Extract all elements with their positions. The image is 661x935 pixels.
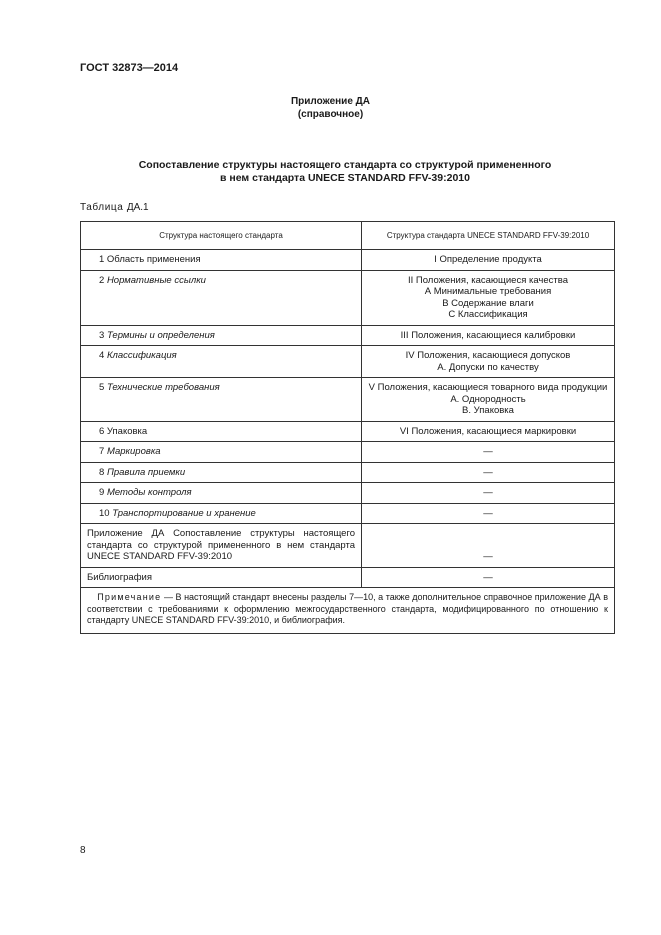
row-right [362, 250, 615, 271]
right-line: А. Допуски по качеству [437, 361, 539, 373]
row-title: Термины и определения [106, 329, 215, 341]
row-right [362, 346, 615, 378]
table-row [81, 524, 615, 568]
annex-header [0, 95, 661, 121]
right-line: В Содержание влаги [442, 297, 534, 309]
heading-line-1: Сопоставление структуры настоящего стандарта со структурой примененного [138, 159, 552, 171]
table-note [81, 588, 615, 634]
right-line: — [483, 487, 493, 498]
row-left [81, 442, 362, 463]
row-title: Нормативные ссылки [106, 274, 206, 286]
right-line: II Положения, касающиеся качества [407, 274, 568, 286]
comparison-table [80, 221, 615, 634]
right-line: — [483, 571, 493, 583]
table-caption [80, 202, 149, 213]
table-row [81, 250, 615, 271]
right-line: А Минимальные требования [424, 286, 552, 297]
row-title: Методы контроля [106, 487, 192, 498]
row-left [81, 503, 362, 524]
right-line: VI Положения, касающиеся маркировки [399, 425, 577, 437]
table-header-row [81, 222, 615, 250]
table-caption-word: Таблица [80, 202, 124, 213]
table-row [81, 378, 615, 422]
table-row [81, 270, 615, 325]
header-left: Структура настоящего стандарта [81, 222, 362, 250]
table-row [81, 346, 615, 378]
row-left: 1 Область применения [81, 250, 362, 271]
right-line: — [483, 551, 493, 562]
row-left: Приложение ДА Сопоставление структуры настоящего стандарта со структурой примененного в нем стандарта UNECE STANDARD FFV-39:2010 [81, 524, 362, 568]
row-left [81, 346, 362, 378]
row-title: Технические требования [106, 382, 220, 393]
row-number: 7 [99, 446, 105, 457]
row-number: 9 [99, 487, 105, 498]
row-left [81, 483, 362, 504]
page-number: 8 [80, 845, 86, 856]
row-number: 3 [99, 329, 105, 341]
table-row [81, 503, 615, 524]
table-row [81, 483, 615, 504]
row-right [362, 503, 615, 524]
right-line: III Положения, касающиеся калибровки [400, 329, 576, 341]
note-text: — В настоящий стандарт внесены разделы 7—10, а также дополнительное справочное приложение ДА в соответствии с требованиями к оформлению межгосударственного стандарта, модифицированного по отношению к стандарту UNECE STANDARD FFV-39:2010, и библиография. [87, 592, 608, 625]
row-right [362, 325, 615, 346]
row-number: 10 [99, 507, 110, 519]
table-row [81, 325, 615, 346]
header-right: Структура стандарта UNECE STANDARD FFV-39:2010 [362, 222, 615, 250]
table-row [81, 421, 615, 442]
row-title: Маркировка [106, 446, 161, 457]
row-number: 8 [99, 466, 105, 478]
row-left: 6 Упаковка [81, 421, 362, 442]
right-line: — [483, 446, 493, 457]
heading-line-2: в нем стандарта UNECE STANDARD FFV-39:2010 [220, 172, 470, 184]
table-row [81, 462, 615, 483]
section-heading [60, 159, 630, 185]
row-number: 4 [99, 350, 105, 361]
table-note-row [81, 588, 615, 634]
row-left [81, 270, 362, 325]
row-right [362, 442, 615, 463]
row-right [362, 524, 615, 568]
row-title: Правила приемки [106, 466, 186, 478]
right-line: IV Положения, касающиеся допусков [405, 350, 571, 361]
note-label: Примечание [97, 592, 162, 602]
row-right [362, 462, 615, 483]
annex-subtitle: (справочное) [297, 109, 364, 120]
right-line: — [483, 466, 493, 478]
row-right [362, 270, 615, 325]
annex-title: Приложение ДА [290, 96, 371, 107]
row-right [362, 483, 615, 504]
row-left [81, 462, 362, 483]
right-line: V Положения, касающиеся товарного вида продукции [368, 382, 608, 393]
table-caption-number: ДА.1 [126, 202, 149, 213]
right-line: С Классификация [448, 309, 528, 320]
row-title: Классификация [106, 350, 177, 361]
row-left [81, 378, 362, 422]
row-title: Транспортирование и хранение [112, 507, 256, 519]
row-number: 2 [99, 274, 105, 286]
row-left [81, 325, 362, 346]
right-line: В. Упаковка [462, 405, 514, 416]
row-right [362, 378, 615, 422]
table-row [81, 567, 615, 588]
table-row [81, 442, 615, 463]
row-number: 5 [99, 382, 105, 393]
row-left: Библиография [81, 567, 362, 588]
document-id: ГОСТ 32873—2014 [80, 62, 179, 74]
row-right [362, 567, 615, 588]
right-line: А. Однородность [450, 393, 526, 405]
row-right [362, 421, 615, 442]
right-line: I Определение продукта [434, 254, 542, 265]
right-line: — [483, 507, 493, 519]
